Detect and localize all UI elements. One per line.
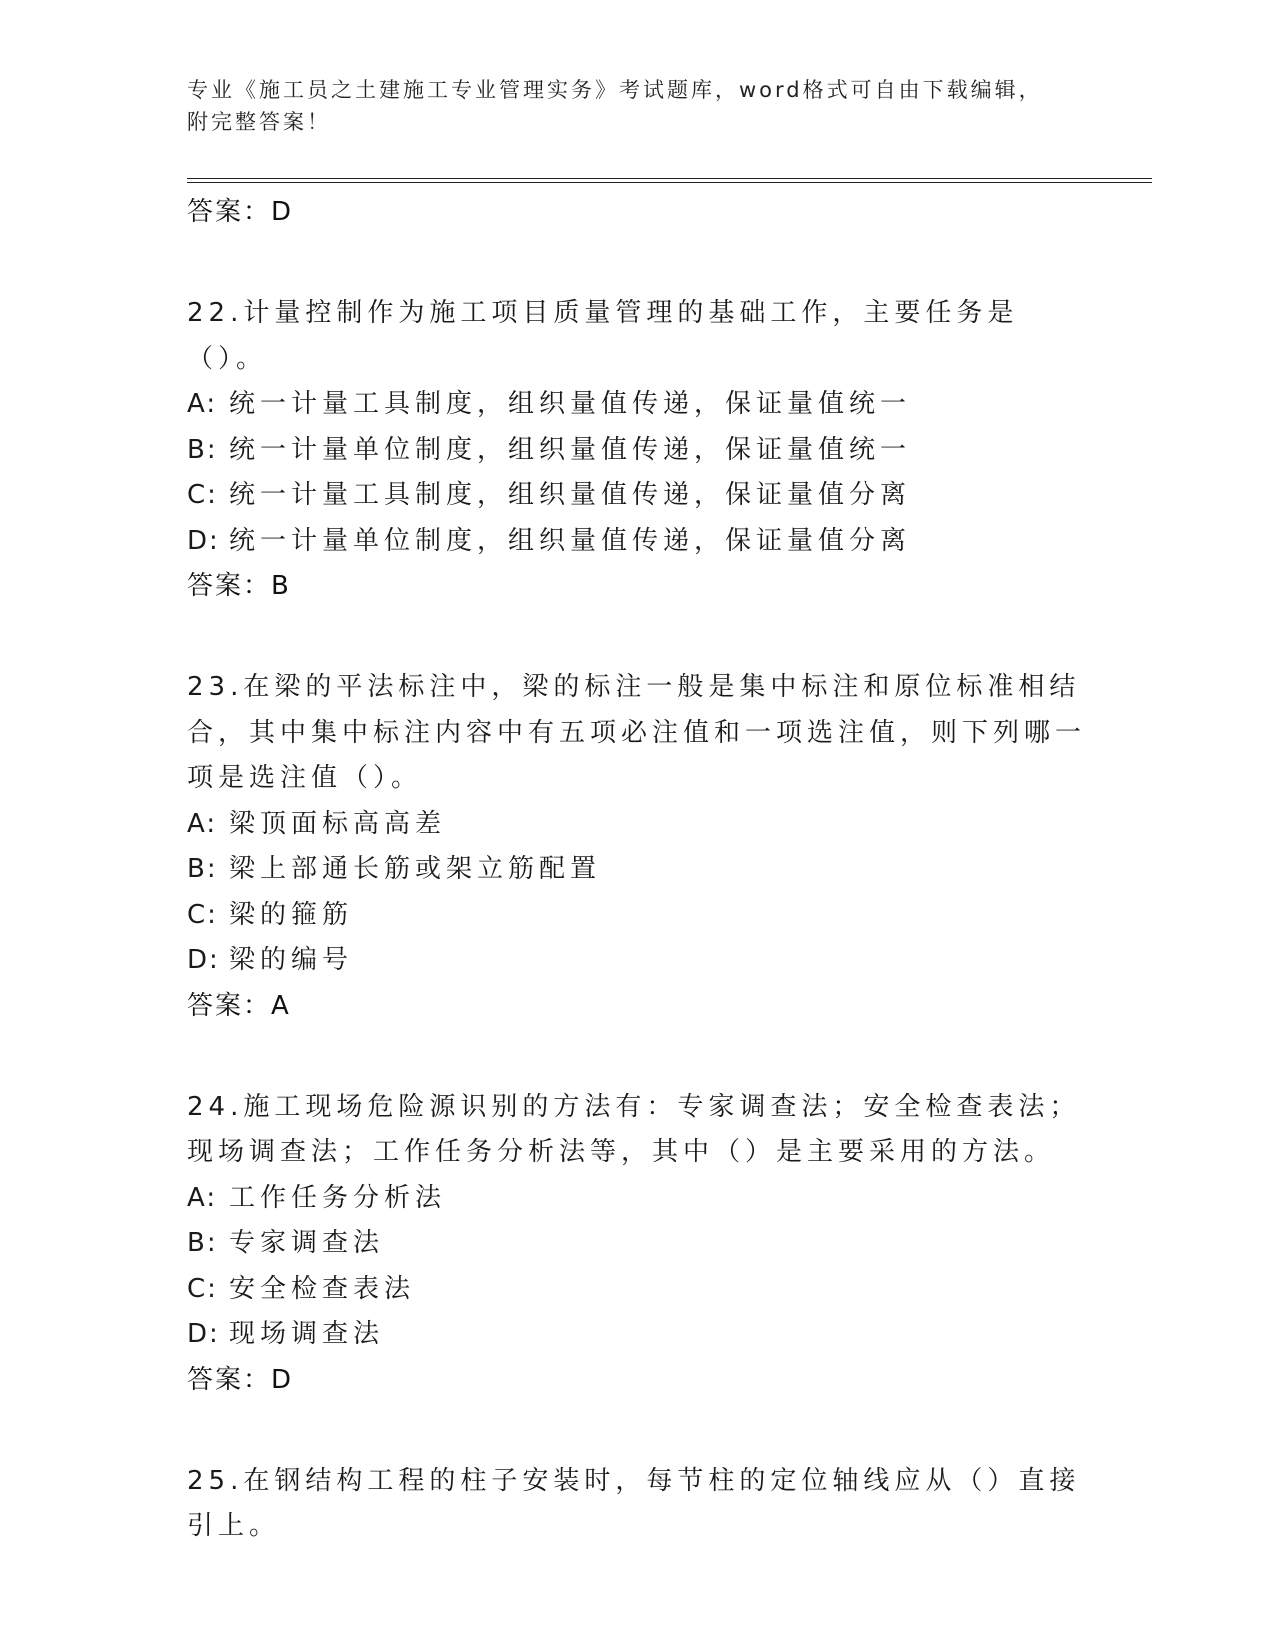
question-24 <box>187 1085 1087 1402</box>
question-text: 25.在钢结构工程的柱子安装时，每节柱的定位轴线应从（）直接引上。 <box>187 1465 1081 1541</box>
question-25 <box>187 1459 1087 1550</box>
header-line-1: 专业《施工员之土建施工专业管理实务》考试题库，word格式可自由下载编辑， <box>187 78 1043 102</box>
option-c: C: 统一计量工具制度，组织量值传递，保证量值分离 <box>187 480 912 510</box>
question-23 <box>187 665 1087 1028</box>
answer-21: 答案：D <box>187 197 294 227</box>
option-a: A: 工作任务分析法 <box>187 1182 447 1213</box>
option-a: A: 统一计量工具制度，组织量值传递，保证量值统一 <box>187 389 912 419</box>
answer-22: 答案：B <box>187 571 291 601</box>
option-a: A: 梁顶面标高高差 <box>187 808 447 839</box>
option-b: B: 统一计量单位制度，组织量值传递，保证量值统一 <box>187 434 912 465</box>
answer-24: 答案：D <box>187 1364 294 1395</box>
option-d: D: 统一计量单位制度，组织量值传递，保证量值分离 <box>187 525 912 556</box>
option-b: B: 专家调查法 <box>187 1228 385 1258</box>
question-list <box>187 190 1087 1550</box>
header-rule-top <box>187 178 1152 179</box>
option-d: D: 现场调查法 <box>187 1319 385 1349</box>
option-c: C: 梁的箍筋 <box>187 899 354 930</box>
answer-23: 答案：A <box>187 990 291 1021</box>
question-text: 22.计量控制作为施工项目质量管理的基础工作，主要任务是（）。 <box>187 298 1019 374</box>
option-c: C: 安全检查表法 <box>187 1273 416 1304</box>
header-rule-bottom <box>187 182 1152 183</box>
question-text: 24.施工现场危险源识别的方法有：专家调查法；安全检查表法；现场调查法；工作任务分析法等，其中（）是主要采用的方法。 <box>187 1091 1081 1167</box>
header-line-2: 附完整答案！ <box>187 110 331 134</box>
question-text: 23.在梁的平法标注中，梁的标注一般是集中标注和原位标准相结合，其中集中标注内容中有五项必注值和一项选注值，则下列哪一项是选注值（）。 <box>187 672 1087 793</box>
question-22 <box>187 291 1087 608</box>
option-d: D: 梁的编号 <box>187 945 354 975</box>
option-b: B: 梁上部通长筋或架立筋配置 <box>187 854 602 884</box>
document-header <box>187 74 1067 138</box>
